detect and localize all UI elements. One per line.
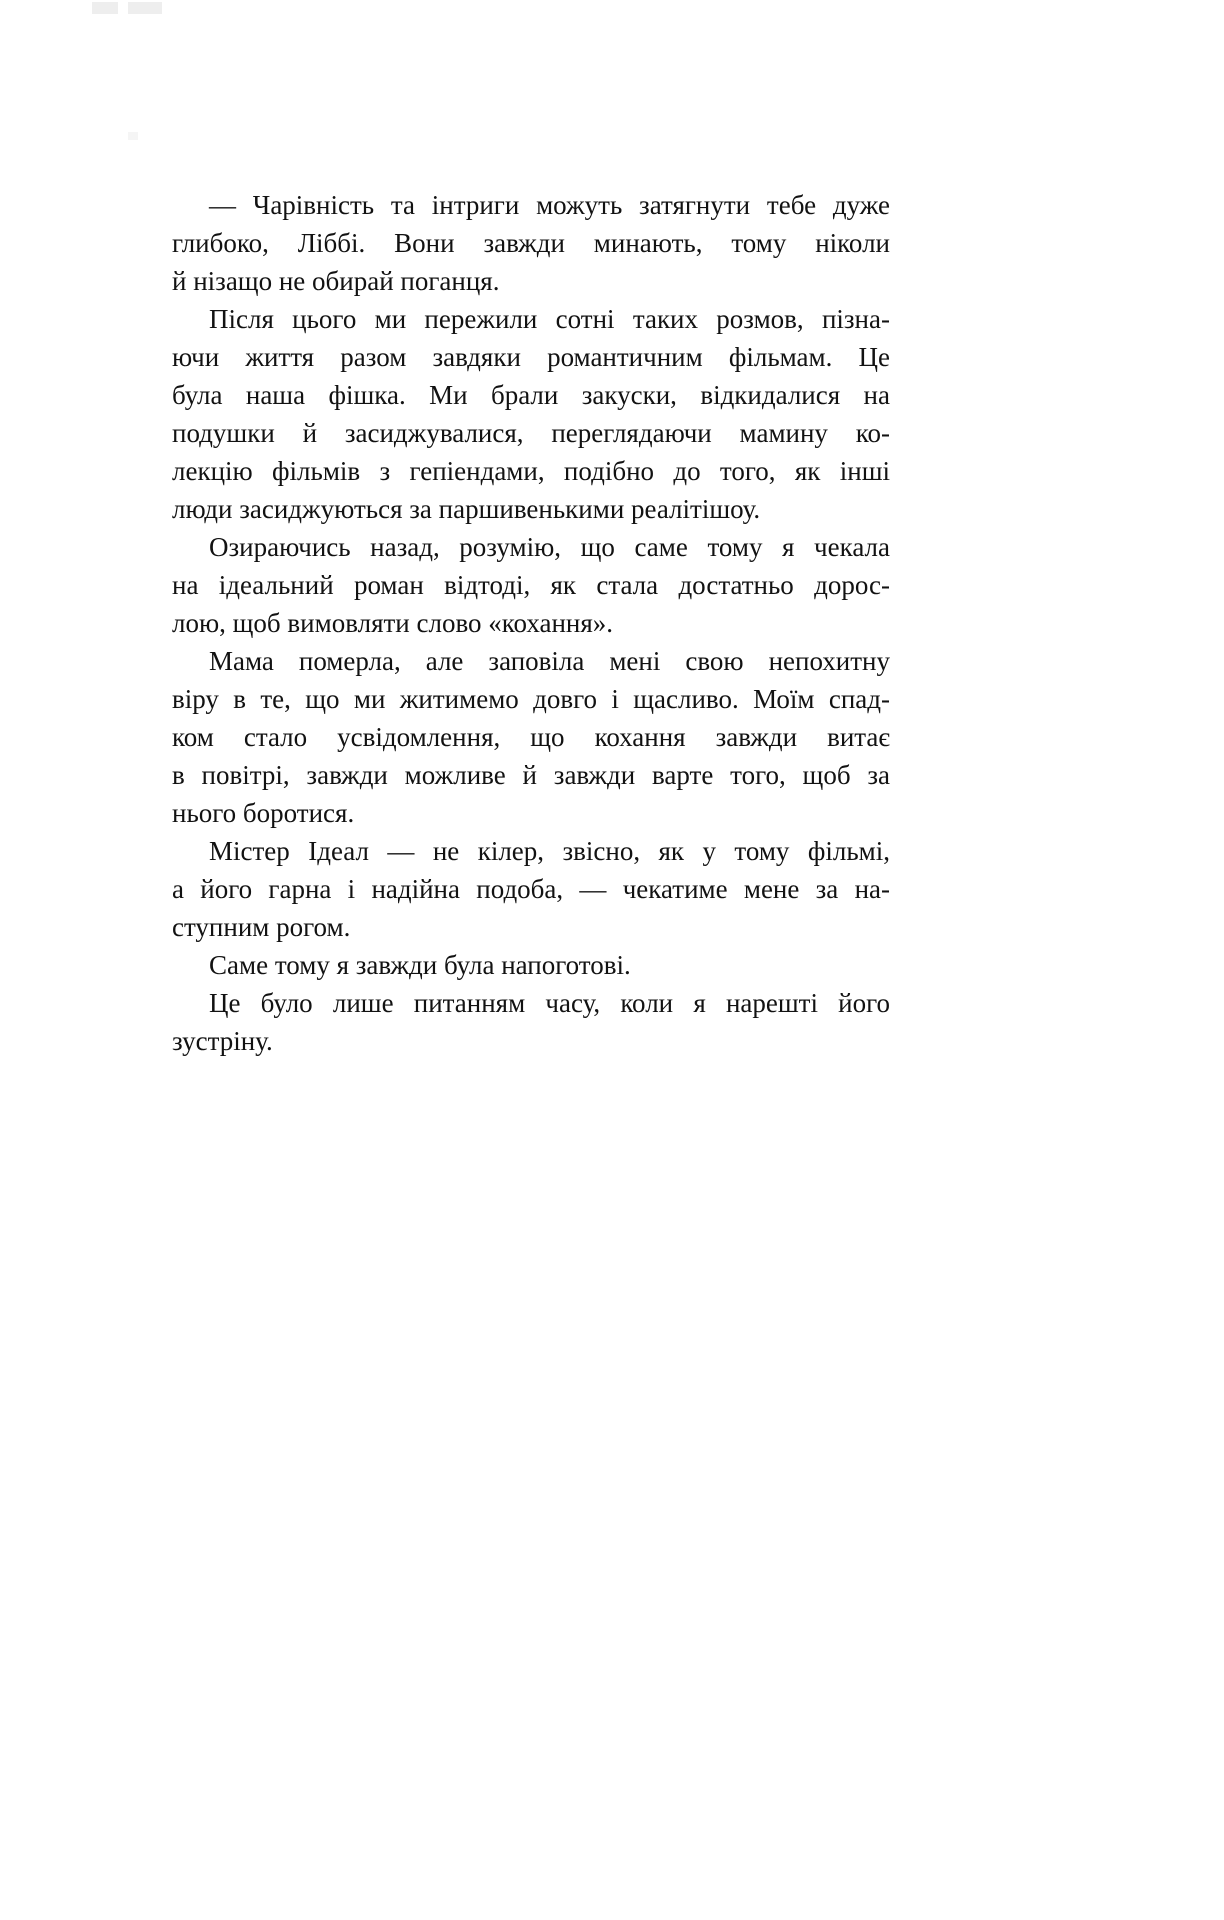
text-line: й нізащо не обирай поганця.: [172, 266, 500, 296]
paragraph: [172, 186, 890, 300]
text-line: люди засиджуються за паршивенькими реалітішоу.: [172, 494, 761, 524]
text-line: Саме тому я завжди була напоготові.: [209, 950, 631, 980]
text-line: Мама померла, але заповіла мені свою непохитну: [209, 646, 890, 676]
text-block: [172, 186, 890, 1060]
text-line: Містер Ідеал — не кілер, звісно, як у тому фільмі,: [209, 836, 890, 866]
text-line: Після цього ми пережили сотні таких розмов, пізна-: [209, 304, 890, 334]
scan-artifact: [128, 132, 138, 140]
text-line: нього боротися.: [172, 798, 355, 828]
text-line: Це було лише питанням часу, коли я нарешті його: [209, 988, 890, 1018]
text-line: лою, щоб вимовляти слово «кохання».: [172, 608, 614, 638]
scan-artifact: [128, 2, 162, 14]
text-line: віру в те, що ми житимемо довго і щасливо. Моїм спад-: [172, 684, 890, 714]
text-line: — Чарівність та інтриги можуть затягнути тебе дуже: [209, 190, 890, 220]
paragraph: [172, 642, 890, 832]
text-line: лекцію фільмів з гепіендами, подібно до того, як інші: [172, 456, 890, 486]
paragraph: [172, 528, 890, 642]
text-line: ком стало усвідомлення, що кохання завжди витає: [172, 722, 890, 752]
text-line: Озираючись назад, розумію, що саме тому я чекала: [209, 532, 890, 562]
text-line: ючи життя разом завдяки романтичним фільмам. Це: [172, 342, 890, 372]
text-line: ступним рогом.: [172, 912, 351, 942]
text-line: подушки й засиджувалися, переглядаючи мамину ко-: [172, 418, 890, 448]
paragraph: [172, 832, 890, 946]
paragraph: [172, 300, 890, 528]
text-line: в повітрі, завжди можливе й завжди варте того, щоб за: [172, 760, 890, 790]
text-line: зустріну.: [172, 1026, 273, 1056]
text-line: була наша фішка. Ми брали закуски, відкидалися на: [172, 380, 890, 410]
text-line: глибоко, Ліббі. Вони завжди минають, тому ніколи: [172, 228, 890, 258]
paragraph: [172, 984, 890, 1060]
text-line: на ідеальний роман відтоді, як стала достатньо дорос-: [172, 570, 890, 600]
paragraph: [172, 946, 890, 984]
text-line: а його гарна і надійна подоба, — чекатиме мене за на-: [172, 874, 890, 904]
scan-artifact: [92, 2, 118, 14]
